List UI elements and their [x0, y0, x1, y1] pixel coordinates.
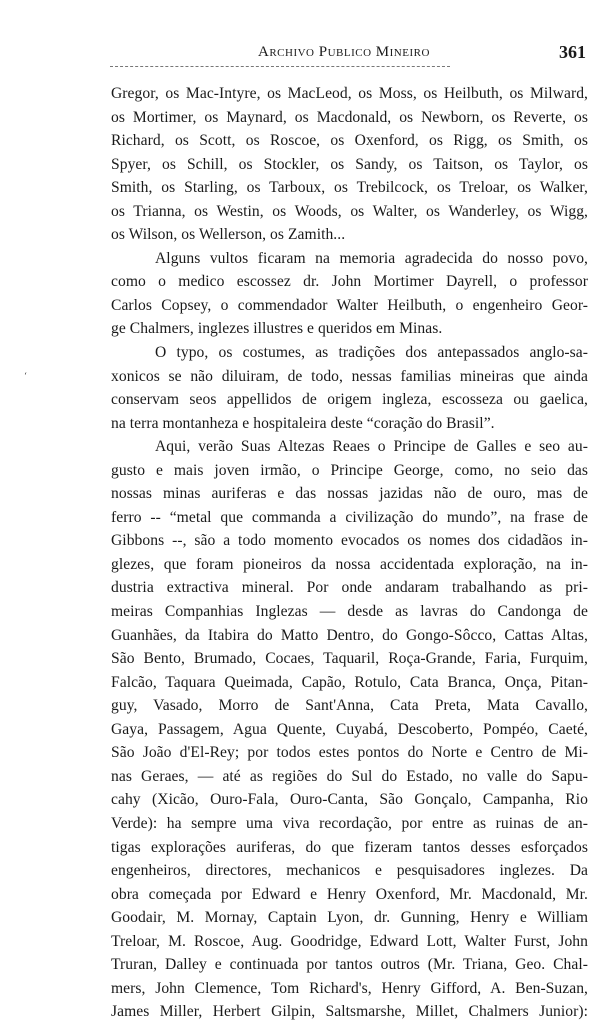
text-line: gusto e mais joven irmão, o Principe George, como, no seio das [111, 461, 588, 479]
text-line: James Miller, Herbert Gilpin, Saltsmarshe, Millet, Chalmers Junior): [111, 1003, 588, 1021]
text-line: conservam seos appellidos de origem ingleza, escosseza ou gaelica, [111, 391, 588, 409]
text-line: Alguns vultos ficaram na memoria agradecida do nosso povo, [155, 249, 588, 267]
body-text [111, 82, 588, 1024]
text-line: Gibbons --, são a todo momento evocados os nomes dos cidadãos in- [111, 532, 588, 550]
text-line: Aqui, verão Suas Altezas Reaes o Principe de Galles e seo au- [155, 438, 588, 456]
text-line: guy, Vasado, Morro de Sant'Anna, Cata Preta, Mata Cavallo, [111, 697, 588, 715]
text-line: Guanhães, da Itabira do Matto Dentro, do Gongo-Sôcco, Cattas Altas, [111, 626, 588, 644]
text-line: Treloar, M. Roscoe, Aug. Goodridge, Edward Lott, Walter Furst, John [111, 932, 588, 950]
text-line: Goodair, M. Mornay, Captain Lyon, dr. Gunning, Henry e William [111, 909, 588, 927]
text-line: Richard, os Scott, os Roscoe, os Oxenford, os Rigg, os Smith, os [111, 132, 588, 150]
text-line: Falcão, Taquara Queimada, Capão, Rotulo, Cata Branca, Onça, Pitan- [111, 673, 588, 691]
text-line: Spyer, os Schill, os Stockler, os Sandy, os Taitson, os Taylor, os [111, 155, 588, 173]
text-line: O typo, os costumes, as tradições dos antepassados anglo-sa- [155, 344, 588, 362]
text-line: Verde): ha sempre uma viva recordação, por entre as ruinas de an- [111, 814, 588, 832]
text-line: cahy (Xicão, Ouro-Fala, Ouro-Canta, São Gonçalo, Campanha, Rio [111, 791, 588, 809]
text-line: os Mortimer, os Maynard, os Macdonald, os Newborn, os Reverte, os [111, 108, 588, 126]
text-line: nossas minas auriferas e das nossas jazidas não de ouro, mas de [111, 485, 588, 503]
text-line: obra começada por Edward e Henry Oxenford, Mr. Macdonald, Mr. [111, 885, 588, 903]
text-line: os Trianna, os Westin, os Woods, os Walter, os Wanderley, os Wigg, [111, 202, 588, 220]
text-line: xonicos se não diluiram, de todo, nessas familias mineiras que ainda [111, 367, 588, 385]
text-line: Carlos Copsey, o commendador Walter Heilbuth, o engenheiro Geor- [111, 296, 588, 314]
text-line: como o medico escossez dr. John Mortimer Dayrell, o professor [111, 273, 588, 291]
text-line: Gregor, os Mac-Intyre, os MacLeod, os Moss, os Heilbuth, os Milward, [111, 85, 588, 102]
margin-mark: ‘ [24, 372, 27, 382]
header-rule [110, 66, 450, 67]
text-line: na terra montanheza e hospitaleira deste “coração do Brasil”. [111, 414, 495, 432]
text-line: Gaya, Passagem, Agua Quente, Cuyabá, Descoberto, Pompéo, Caeté, [111, 720, 588, 738]
text-line: nas Geraes, — até as regiões do Sul do Estado, no valle do Sapu- [111, 767, 588, 785]
page-number: 361 [559, 42, 586, 62]
text-line: glezes, que foram pioneiros da nossa accidentada exploração, na in- [111, 555, 588, 573]
text-line: mers, John Clemence, Tom Richard's, Henry Gifford, A. Ben-Suzan, [111, 979, 588, 997]
text-line: meiras Companhias Inglezas — desde as lavras do Candonga de [111, 603, 588, 621]
text-line: tigas explorações auriferas, do que fizeram tantos desses esforçados [111, 838, 588, 856]
text-line: São João d'El-Rey; por todos estes pontos do Norte e Centro de Mi- [111, 744, 588, 762]
text-line: dustria extractiva mineral. Por onde andaram trabalhando as pri- [111, 579, 588, 597]
text-line: ferro -- “metal que commanda a civilização do mundo”, na frase de [111, 508, 588, 526]
header-title: Archivo Publico Mineiro [258, 44, 430, 60]
text-line: os Wilson, os Wellerson, os Zamith... [111, 226, 346, 244]
text-line: engenheiros, directores, mechanicos e pesquisadores inglezes. Da [111, 862, 588, 880]
text-line: ge Chalmers, inglezes illustres e queridos em Minas. [111, 320, 443, 338]
text-line: São Bento, Brumado, Cocaes, Taquaril, Roça-Grande, Faria, Furquim, [111, 650, 588, 668]
text-line: Truran, Dalley e continuada por tantos outros (Mr. Triana, Geo. Chal- [111, 956, 588, 974]
text-line: Smith, os Starling, os Tarboux, os Trebilcock, os Treloar, os Walker, [111, 179, 588, 197]
